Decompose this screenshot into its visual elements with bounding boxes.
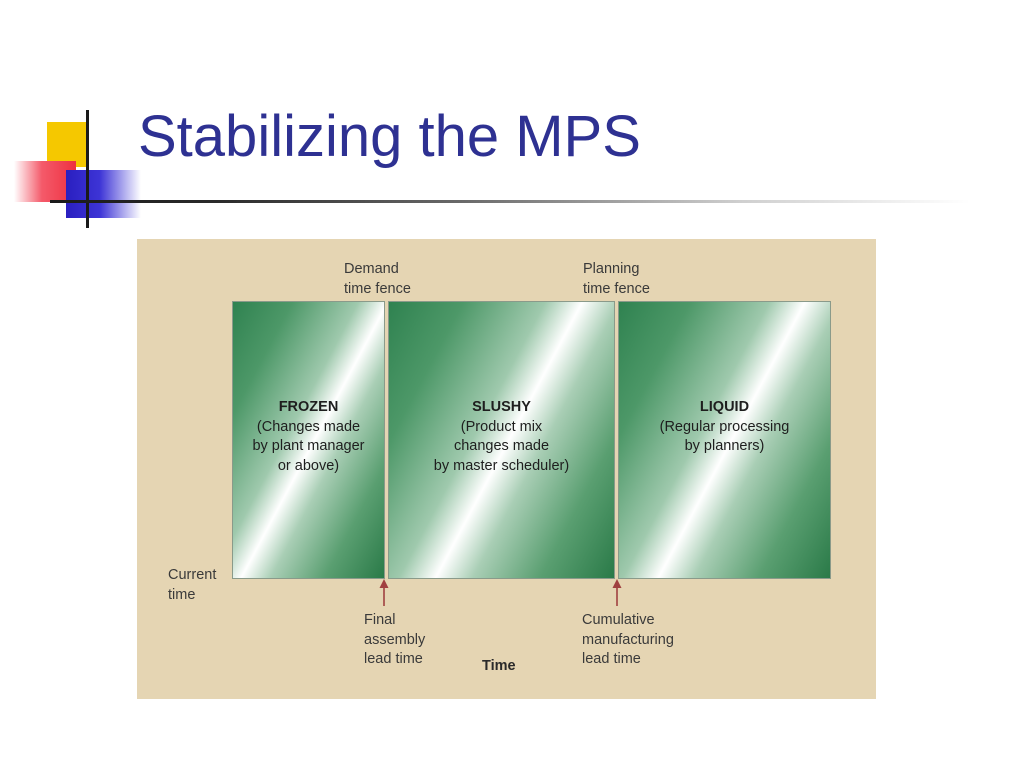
- cumulative-lead-time-arrow-icon: [611, 579, 623, 607]
- demand-time-fence-label: Demand time fence: [344, 261, 411, 297]
- zone-frozen-name: FROZEN: [278, 399, 339, 415]
- zone-frozen-description: (Changes made by plant manager or above): [252, 418, 365, 474]
- zone-liquid-description: (Regular processing by planners): [659, 418, 790, 454]
- mps-time-fence-diagram: [137, 239, 876, 699]
- zone-liquid: [618, 301, 831, 579]
- zone-slushy: [388, 301, 615, 579]
- slide-title: Stabilizing the MPS: [138, 104, 641, 169]
- zone-slushy-description: (Product mix changes made by master scheduler): [433, 418, 570, 474]
- title-underline: [50, 200, 970, 203]
- cumulative-manufacturing-lead-time-label: Cumulative manufacturing lead time: [582, 612, 674, 667]
- zone-slushy-name: SLUSHY: [472, 399, 531, 415]
- time-axis-label: Time: [482, 658, 516, 674]
- planning-time-fence-label: Planning time fence: [583, 261, 650, 297]
- zone-frozen: [232, 301, 385, 579]
- zone-liquid-name: LIQUID: [699, 399, 750, 415]
- decoration-vertical-line: [86, 110, 89, 228]
- final-assembly-arrow-icon: [378, 579, 390, 607]
- current-time-label: Current time: [168, 567, 217, 603]
- decoration-blue-square: [66, 170, 141, 218]
- final-assembly-lead-time-label: Final assembly lead time: [364, 612, 426, 667]
